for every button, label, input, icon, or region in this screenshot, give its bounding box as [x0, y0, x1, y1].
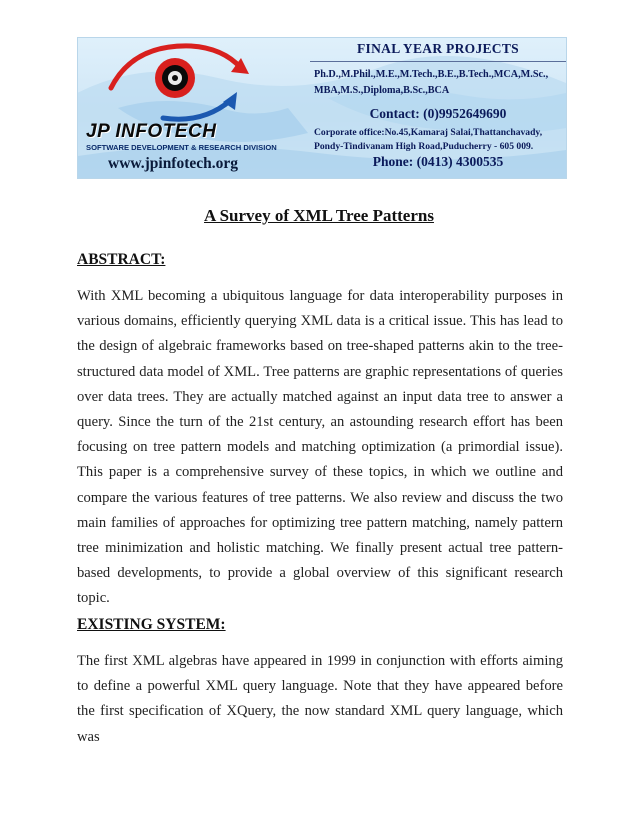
document-title: A Survey of XML Tree Patterns — [204, 206, 434, 225]
brand-name: JP INFOTECH — [86, 121, 217, 142]
degrees-list — [314, 67, 564, 99]
abstract-paragraph: With XML becoming a ubiquitous language for data interoperability purposes in various domains, efficiently querying XML data is a critical issue. This has lead to the design of algebraic frameworks based on tree-shaped patterns akin to the tree-structured data model of XML. Tree patterns are graphic representations of queries over data trees. They are actually matched against an input data tree to answer a query. Since the turn of the 21st century, an astounding research effort has been focusing on tree pattern models and matching optimization (a primordial issue). This paper is a comprehensive survey of these topics, in which we outline and compare the various features of tree patterns. We also review and discuss the two main families of approaches for optimizing tree pattern matching, namely pattern tree minimization and holistic matching. We finally present actual tree pattern-based developments, to provide a global overview of this significant research topic. — [77, 288, 563, 607]
header-banner — [77, 37, 567, 179]
existing-system-heading: EXISTING SYSTEM: — [77, 616, 226, 633]
office-address — [314, 126, 566, 154]
division-tagline: SOFTWARE DEVELOPMENT & RESEARCH DIVISION — [86, 143, 277, 152]
website-link[interactable]: www.jpinfotech.org — [108, 155, 239, 172]
degrees-line: Ph.D.,M.Phil.,M.E.,M.Tech.,B.E.,B.Tech.,MCA,M.Sc., — [314, 69, 549, 80]
jp-infotech-logo-icon — [103, 40, 253, 122]
abstract-heading: ABSTRACT: — [77, 251, 166, 268]
contact-panel — [310, 38, 566, 178]
phone-number: Phone: (0413) 4300535 — [372, 154, 504, 169]
logo-area — [78, 38, 308, 178]
existing-system-paragraph: The first XML algebras have appeared in 1999 in conjunction with efforts aiming to define a powerful XML query language. Note that they have appeared before the first specification of XQuery, the now standard XML query language, which was — [77, 653, 563, 745]
contact-number: Contact: (0)9952649690 — [369, 106, 507, 121]
address-line: Corporate office:No.45,Kamaraj Salai,Thattanchavady, — [314, 127, 543, 138]
degrees-line: MBA,M.S.,Diploma,B.Sc.,BCA — [314, 85, 450, 96]
address-line: Pondy-Tindivanam High Road,Puducherry - 605 009. — [314, 141, 534, 152]
final-year-projects-heading: FINAL YEAR PROJECTS — [357, 41, 519, 56]
divider — [310, 61, 566, 62]
